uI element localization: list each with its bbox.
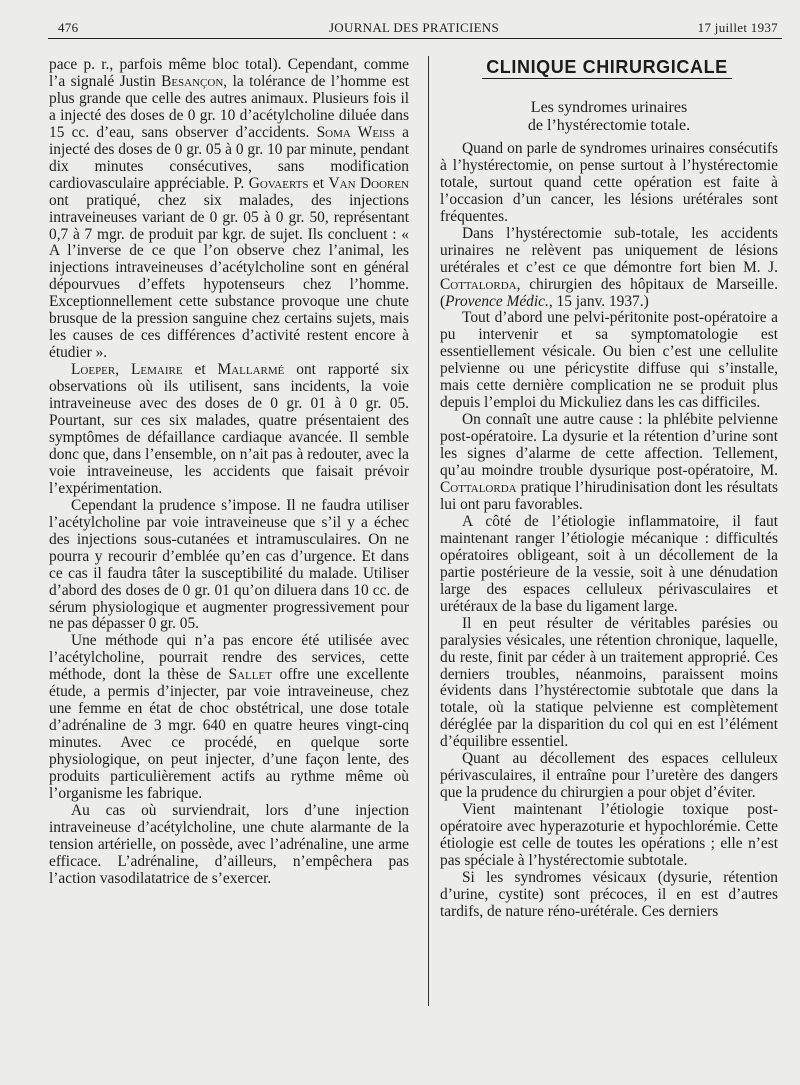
author-name: Sallet	[228, 666, 272, 684]
paragraph: A côté de l’étiologie inflammatoire, il faut maintenant ranger l’étiologie mécanique : difficultés opératoires obligeant, soit à un décollement de la partie postérieure de la vessie, soit à une dénudation large des espaces celluleux périvasculaires et urétéraux de la base du ligament large.	[440, 512, 778, 615]
paragraph: Au cas où surviendrait, lors d’une injection intraveineuse d’acétylcholine, une chute alarmante de la tension artérielle, on possède, avec l’adrénaline, une arme efficace. L’adrénaline, d’ailleurs, n’empêchera pas l’action vasodilatatrice de s’exercer.	[49, 801, 409, 887]
paragraph: On connaît une autre cause : la phlébite pelvienne post-opératoire. La dysurie et la rétention d’urine sont les signes d’alarme de cette affection. Tellement, qu’au moindre trouble dysurique post-opératoire, M. Cottalorda pratique l’hirudinisation dont les résultats lui ont paru favorables.	[440, 411, 778, 513]
paragraph: Cependant la prudence s’impose. Il ne faudra utiliser l’acétylcholine par voie intraveineuse que s’il y a échec des injections sous-cutanées et intramusculaires. On ne pourra y recourir d’emblée qu’en cas d’urgence. Et dans ce cas il faudra tâter la susceptibilité du malade. Utiliser d’abord des doses de 0 gr. 01 qu’on diluera dans 10 cc. de sérum physiologique et augmenter progressivement pour ne pas dépasser 0 gr. 05.	[49, 496, 409, 633]
right-column	[440, 57, 778, 921]
author-name: Cottalorda	[440, 275, 517, 293]
author-name: Besançon	[161, 72, 224, 90]
author-name: Cottalorda	[440, 479, 517, 497]
column-divider	[428, 56, 429, 1006]
section-title: CLINIQUE CHIRURGICALE	[482, 59, 732, 79]
author-name: Van Dooren	[328, 174, 409, 192]
paragraph: Dans l’hystérectomie sub-totale, les accidents urinaires ne relèvent pas uniquement de lésions urétérales et c’est ce que démontre fort bien M. J. Cottalorda, chirurgien des hôpitaux de Marseille. (Provence Médic., 15 janv. 1937.)	[440, 224, 778, 310]
paragraph: Une méthode qui n’a pas encore été utilisée avec l’acétylcholine, pourrait rendre des services, cette méthode, dont la thèse de Sallet offre une excellente étude, a permis d’injecter, par voie intraveineuse, chez une femme en état de choc obstétrical, une dose totale d’adrénaline de 3 mgr. 640 en quatre heures vingt-cinq minutes. Avec ce procédé, en quelque sorte physiologique, on peut injecter, d’une façon lente, des produits particulièrement actifs au rythme même où l’organisme les fabrique.	[49, 632, 410, 802]
author-name: Soma Weiss	[316, 123, 395, 141]
paragraph: Il en peut résulter de véritables parésies ou paralysies vésicales, une rétention chronique, laquelle, du reste, finit par céder à un traitement approprié. Ces derniers troubles, néanmoins, paraissent moins évidents dans l’hystérectomie subtotale que dans la totale, où la statique pelvienne est complètement déréglée par la disparition du col qui en est l’élément d’équilibre essentiel.	[440, 614, 778, 751]
issue-date: 17 juillet 1937	[697, 20, 778, 35]
header-rule	[48, 38, 782, 39]
source-citation: Provence Médic.	[445, 292, 549, 310]
paragraph: Quant au décollement des espaces celluleux périvasculaires, il entraîne pour l’uretère des dangers que la prudence du chirurgien a pour objet d’éviter.	[440, 750, 778, 802]
running-header	[48, 14, 780, 40]
journal-title: JOURNAL DES PRATICIENS	[328, 20, 500, 35]
author-name: Govaerts	[248, 174, 309, 192]
article-title: Les syndromes urinaires de l’hystérectomie totale.	[527, 98, 691, 134]
page-number: 476	[58, 20, 79, 35]
paragraph: Si les syndromes vésicaux (dysurie, rétention d’urine, cystite) sont précoces, il en est d’autres tardifs, de nature réno-urétérale. Ces derniers	[440, 868, 778, 920]
paragraph: pace p. r., parfois même bloc total). Cependant, comme l’a signalé Justin Besançon, la tolérance de l’homme est plus grande que celle des autres animaux. Plusieurs fois il a injecté des doses de 0 gr. 10 d’acétylcholine diluée dans 15 cc. d’eau, sans observer d’accidents. Soma Weiss a injecté des doses de 0 gr. 05 à 0 gr. 10 par minute, pendant dix minutes consécutives, sans modification cardiovasculaire appréciable. P. Govaerts et Van Dooren ont pratiqué, chez six malades, des injections intraveineuses variant de 0 gr. 05 à 0 gr. 50, représentant 0,7 à 7 mgr. de produit par kgr. de sujet. Ils concluent : « A l’inverse de ce que l’on observe chez l’animal, les injections intraveineuses d’acétylcholine sont en général dépourvues d’effets hypotenseurs chez l’homme. Exceptionnellement cette substance provoque une chute brusque de la pression sanguine chez certains sujets, mais les causes de ces différences d’activité restent encore à étudier ».	[49, 56, 409, 362]
author-name: Mallarmé	[217, 361, 285, 379]
paragraph: Loeper, Lemaire et Mallarmé ont rapporté six observations où ils utilisent, sans incidents, la voie intraveineuse avec des doses de 0 gr. 01 à 0 gr. 05. Pourtant, sur ces six malades, quatre présentaient des symptômes de défaillance cardiaque avancée. Il semble donc que, dans l’ensemble, on n’ait pas à redouter, avec la voie intraveineuse, les accidents que faisait prévoir l’expérimentation.	[49, 361, 409, 497]
paragraph: Tout d’abord une pelvi-péritonite post-opératoire a pu intervenir et sa symptomatologie est essentiellement vésicale. Ou bien c’est une cellulite pelvienne ou une péricystite diffuse qui s’installe, mais cette dernière complication ne se produit plus depuis l’emploi du Mickuliez dans les cas difficiles.	[440, 309, 778, 412]
author-name: Lemaire	[131, 361, 183, 379]
paragraph: Vient maintenant l’étiologie toxique post-opératoire avec hyperazoturie et hypochlorémie. Cette étiologie est celle de toutes les opérations ; elle n’est pas spéciale à l’hystérectomie subtotale.	[440, 801, 778, 869]
author-name: Loeper	[71, 361, 116, 379]
left-column	[49, 57, 409, 888]
paragraph: Quand on parle de syndromes urinaires consécutifs à l’hystérectomie, on pense surtout à l’hystérectomie totale, surtout quand cette opération est faite à l’occasion d’un cancer, les lésions urétérales sont fréquentes.	[440, 139, 778, 225]
